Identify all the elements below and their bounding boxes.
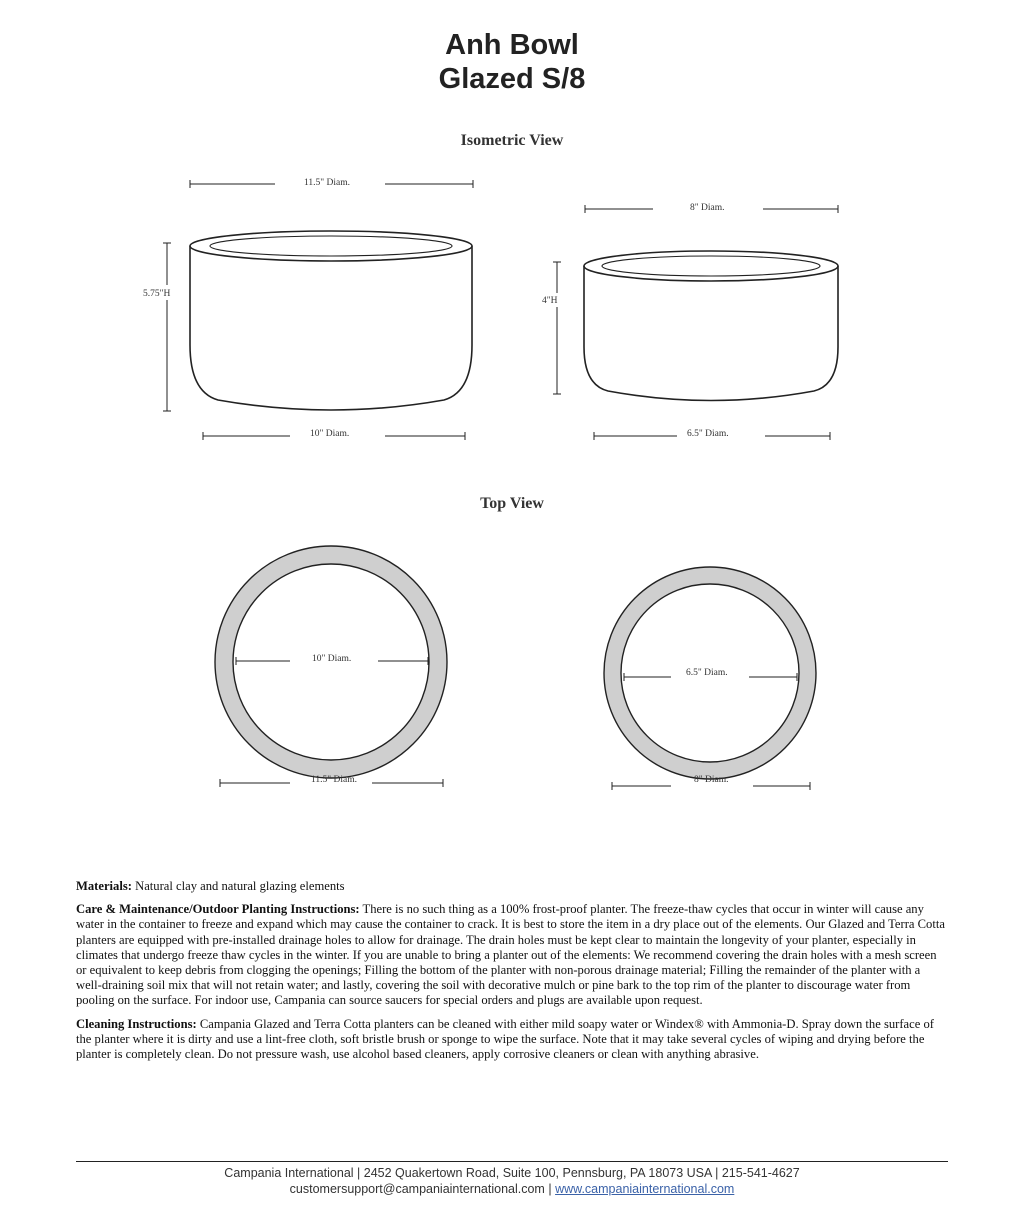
- large-height-label: 5.75"H: [143, 289, 171, 299]
- small-outer-diameter-label: 8" Diam.: [694, 775, 729, 785]
- large-bottom-diameter-label: 10" Diam.: [310, 429, 350, 439]
- footer-divider: [76, 1161, 948, 1162]
- isometric-view-heading: Isometric View: [460, 132, 564, 149]
- materials-paragraph: [76, 879, 948, 894]
- small-inner-diameter-label: 6.5" Diam.: [686, 668, 728, 678]
- footer-address: Campania International | 2452 Quakertown Road, Suite 100, Pennsburg, PA 18073 USA | 215-541-4627: [224, 1166, 800, 1180]
- large-inner-diameter-label: 10" Diam.: [312, 654, 352, 664]
- cleaning-label: Cleaning Instructions:: [76, 1016, 197, 1031]
- top-view-heading: Top View: [480, 495, 544, 512]
- small-bottom-diameter-label: 6.5" Diam.: [687, 429, 729, 439]
- small-top-diameter-label: 8" Diam.: [690, 203, 725, 213]
- product-info: [76, 879, 948, 1070]
- footer-email[interactable]: customersupport@campaniainternational.com: [289, 1182, 545, 1196]
- small-bowl-isometric-drawing: [584, 251, 838, 401]
- product-subtitle: Glazed S/8: [438, 63, 586, 95]
- footer-separator: |: [544, 1182, 556, 1196]
- care-paragraph: [76, 902, 948, 1008]
- large-bowl-isometric-drawing: [190, 231, 472, 410]
- footer-contact: [0, 1181, 1024, 1197]
- materials-text: Natural clay and natural glazing elements: [131, 879, 345, 893]
- cleaning-paragraph: [76, 1017, 948, 1063]
- product-title: Anh Bowl: [445, 29, 579, 61]
- small-height-label: 4"H: [542, 296, 558, 306]
- large-outer-diameter-label: 11.5" Diam.: [311, 775, 358, 785]
- care-label: Care & Maintenance/Outdoor Planting Instructions:: [76, 902, 360, 917]
- care-text: There is no such thing as a 100% frost-proof planter. The freeze-thaw cycles that occur in winter will cause any water in the container to freeze and expand which may cause the container to crack. It is best to store the item in a dry place out of the elements. Our Glazed and Terra Cotta planters are equipped with pre-installed drainage holes to allow for drainage. The drain holes must be kept clear to maintain the longevity of your planter, especially in climates that undergo freeze thaw cycles in the winter. If you are unable to bring a planter out of the elements: We recommend covering the drain holes with a mesh screen or equivalent to keep debris from clogging the openings; Filling the bottom of the planter with non-porous drainage material; Filling the remainder of the planter with a well-draining soil mix that will not retain water; and lastly, covering the soil with decorative mulch or pine bark to the top rim of the planter to discourage water from pooling on the surface. For indoor use, Campania can source saucers for special orders and plugs are available upon request.: [76, 902, 945, 1008]
- large-top-diameter-label: 11.5" Diam.: [304, 178, 351, 188]
- materials-label: Materials:: [76, 879, 132, 893]
- cleaning-text: Campania Glazed and Terra Cotta planters can be cleaned with either mild soapy water or Windex® with Ammonia-D. Spray down the surface of the planter where it is dirty and use a lint-free cloth, soft bristle brush or sponge to wipe the surface. Note that it may take several cycles of wiping and drying before the planter is completely clean. Do not pressure wash, use alcohol based cleaners, apply corrosive cleaners or clean with anything abrasive.: [76, 1016, 934, 1062]
- footer-website-link[interactable]: www.campaniainternational.com: [555, 1182, 735, 1196]
